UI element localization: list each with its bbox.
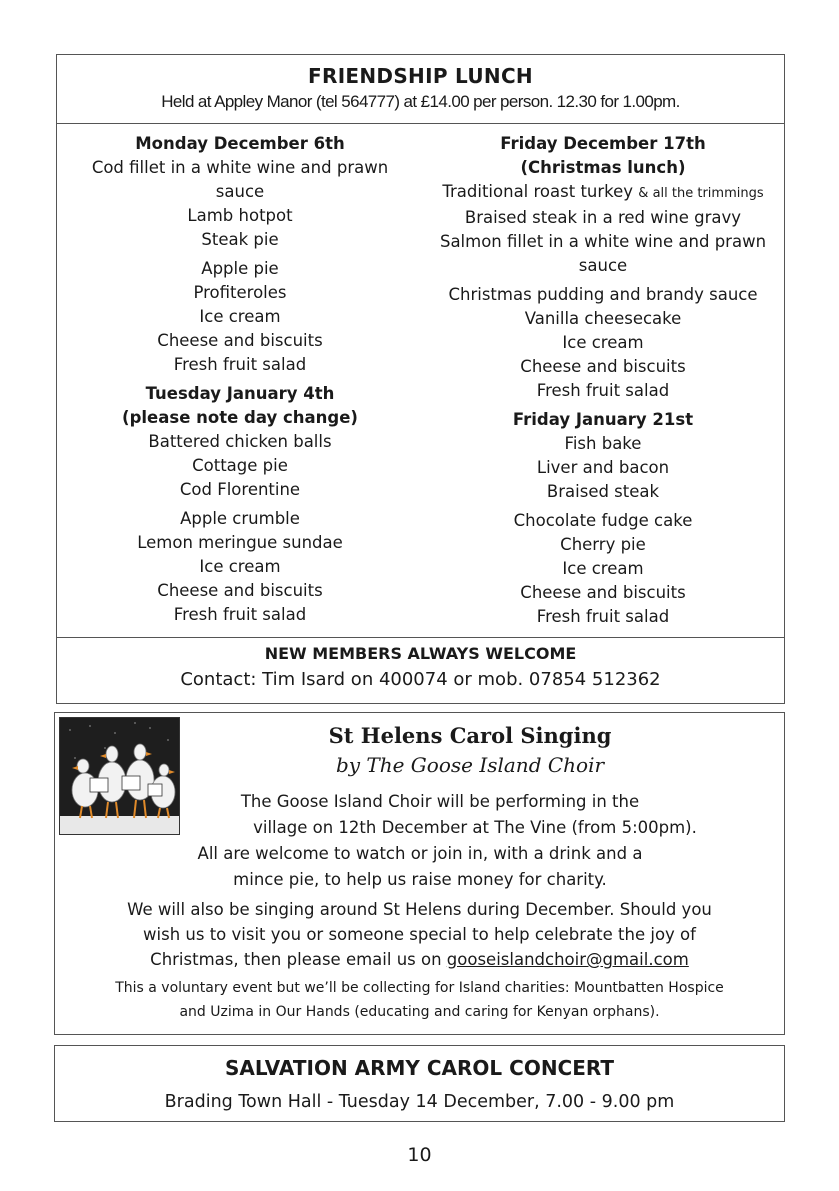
lunch-title: FRIENDSHIP LUNCH <box>308 64 533 88</box>
dessert-item: Fresh fruit salad <box>173 355 307 374</box>
dessert-item: Fresh fruit salad <box>536 607 670 626</box>
menu-item: sauce <box>215 182 265 201</box>
menu-item: Braised steak <box>546 482 660 501</box>
dessert-item: Christmas pudding and brandy sauce <box>448 285 758 304</box>
menu-day-note: (please note day change) <box>122 408 358 427</box>
menu-day-note: (Christmas lunch) <box>520 158 686 177</box>
contact-line: Contact: Tim Isard on 400074 or mob. 07854 512362 <box>180 669 661 690</box>
menu-item: Salmon fillet in a white wine and prawn <box>439 232 767 251</box>
dessert-item: Ice cream <box>562 559 644 578</box>
menu-item: Cottage pie <box>192 456 288 475</box>
salvation-details: Brading Town Hall - Tuesday 14 December, 7.00 - 9.00 pm <box>164 1092 675 1112</box>
menu-left-column <box>67 132 413 627</box>
dessert-item: Ice cream <box>199 557 281 576</box>
carol-text-line: village on 12th December at The Vine (from 5:00pm). <box>253 818 697 837</box>
carol-text-line: We will also be singing around St Helens during December. Should you <box>127 900 712 919</box>
carol-title: St Helens Carol Singing <box>328 723 612 748</box>
dessert-item: Ice cream <box>199 307 281 326</box>
salvation-army-box <box>54 1045 785 1122</box>
dessert-item: Apple crumble <box>180 509 300 528</box>
carol-text-line: The Goose Island Choir will be performing in the <box>240 792 640 811</box>
dessert-item: Profiteroles <box>193 283 287 302</box>
charity-note-line: and Uzima in Our Hands (educating and caring for Kenyan orphans). <box>179 1004 660 1020</box>
dessert-item: Chocolate fudge cake <box>513 511 693 530</box>
dessert-item: Fresh fruit salad <box>536 381 670 400</box>
lunch-header-divider <box>57 123 784 124</box>
dessert-item: Cheese and biscuits <box>520 583 686 602</box>
geese-choir-illustration <box>60 718 179 834</box>
menu-right-column <box>423 132 783 629</box>
salvation-title: SALVATION ARMY CAROL CONCERT <box>224 1056 615 1080</box>
carol-singing-box <box>54 712 785 1035</box>
dessert-item: Cheese and biscuits <box>520 357 686 376</box>
dessert-item: Fresh fruit salad <box>173 605 307 624</box>
dessert-item: Cheese and biscuits <box>157 581 323 600</box>
menu-day-heading: Monday December 6th <box>135 134 345 153</box>
menu-item: Fish bake <box>564 434 642 453</box>
menu-item: Liver and bacon <box>536 458 670 477</box>
page-number: 10 <box>407 1144 432 1166</box>
menu-item: Traditional roast turkey & all the trimmings <box>442 182 764 201</box>
charity-note-line: This a voluntary event but we’ll be collecting for Island charities: Mountbatten Hospice <box>115 980 724 996</box>
carol-text-line: All are welcome to watch or join in, with a drink and a <box>197 844 643 863</box>
dessert-item: Cheese and biscuits <box>157 331 323 350</box>
choir-email-link[interactable]: gooseislandchoir@gmail.com <box>446 950 689 969</box>
dessert-item: Ice cream <box>562 333 644 352</box>
carol-text-line: mince pie, to help us raise money for charity. <box>233 870 607 889</box>
menu-item: sauce <box>578 256 628 275</box>
carol-byline: by The Goose Island Choir <box>335 753 605 777</box>
dessert-item: Vanilla cheesecake <box>524 309 682 328</box>
lunch-subtitle: Held at Appley Manor (tel 564777) at £14.00 per person. 12.30 for 1.00pm. <box>161 92 680 111</box>
geese-choir-image <box>59 717 180 835</box>
dessert-item: Apple pie <box>201 259 279 278</box>
menu-item: Battered chicken balls <box>148 432 332 451</box>
dessert-item: Cherry pie <box>560 535 646 554</box>
dessert-item: Lemon meringue sundae <box>137 533 343 552</box>
friendship-lunch-box <box>56 54 785 704</box>
menu-item: Steak pie <box>201 230 279 249</box>
menu-day-heading: Tuesday January 4th <box>145 384 335 403</box>
menu-item: Braised steak in a red wine gravy <box>464 208 742 227</box>
lunch-footer-divider <box>57 637 784 638</box>
menu-item: Cod fillet in a white wine and prawn <box>91 158 389 177</box>
menu-day-heading: Friday January 21st <box>512 410 694 429</box>
menu-day-heading: Friday December 17th <box>500 134 706 153</box>
new-members-heading: NEW MEMBERS ALWAYS WELCOME <box>264 644 577 663</box>
menu-item: Cod Florentine <box>179 480 301 499</box>
menu-item: Lamb hotpot <box>187 206 293 225</box>
carol-text-line: wish us to visit you or someone special to help celebrate the joy of <box>143 925 696 944</box>
carol-text-line: Christmas, then please email us on gooseislandchoir@gmail.com <box>150 950 689 969</box>
